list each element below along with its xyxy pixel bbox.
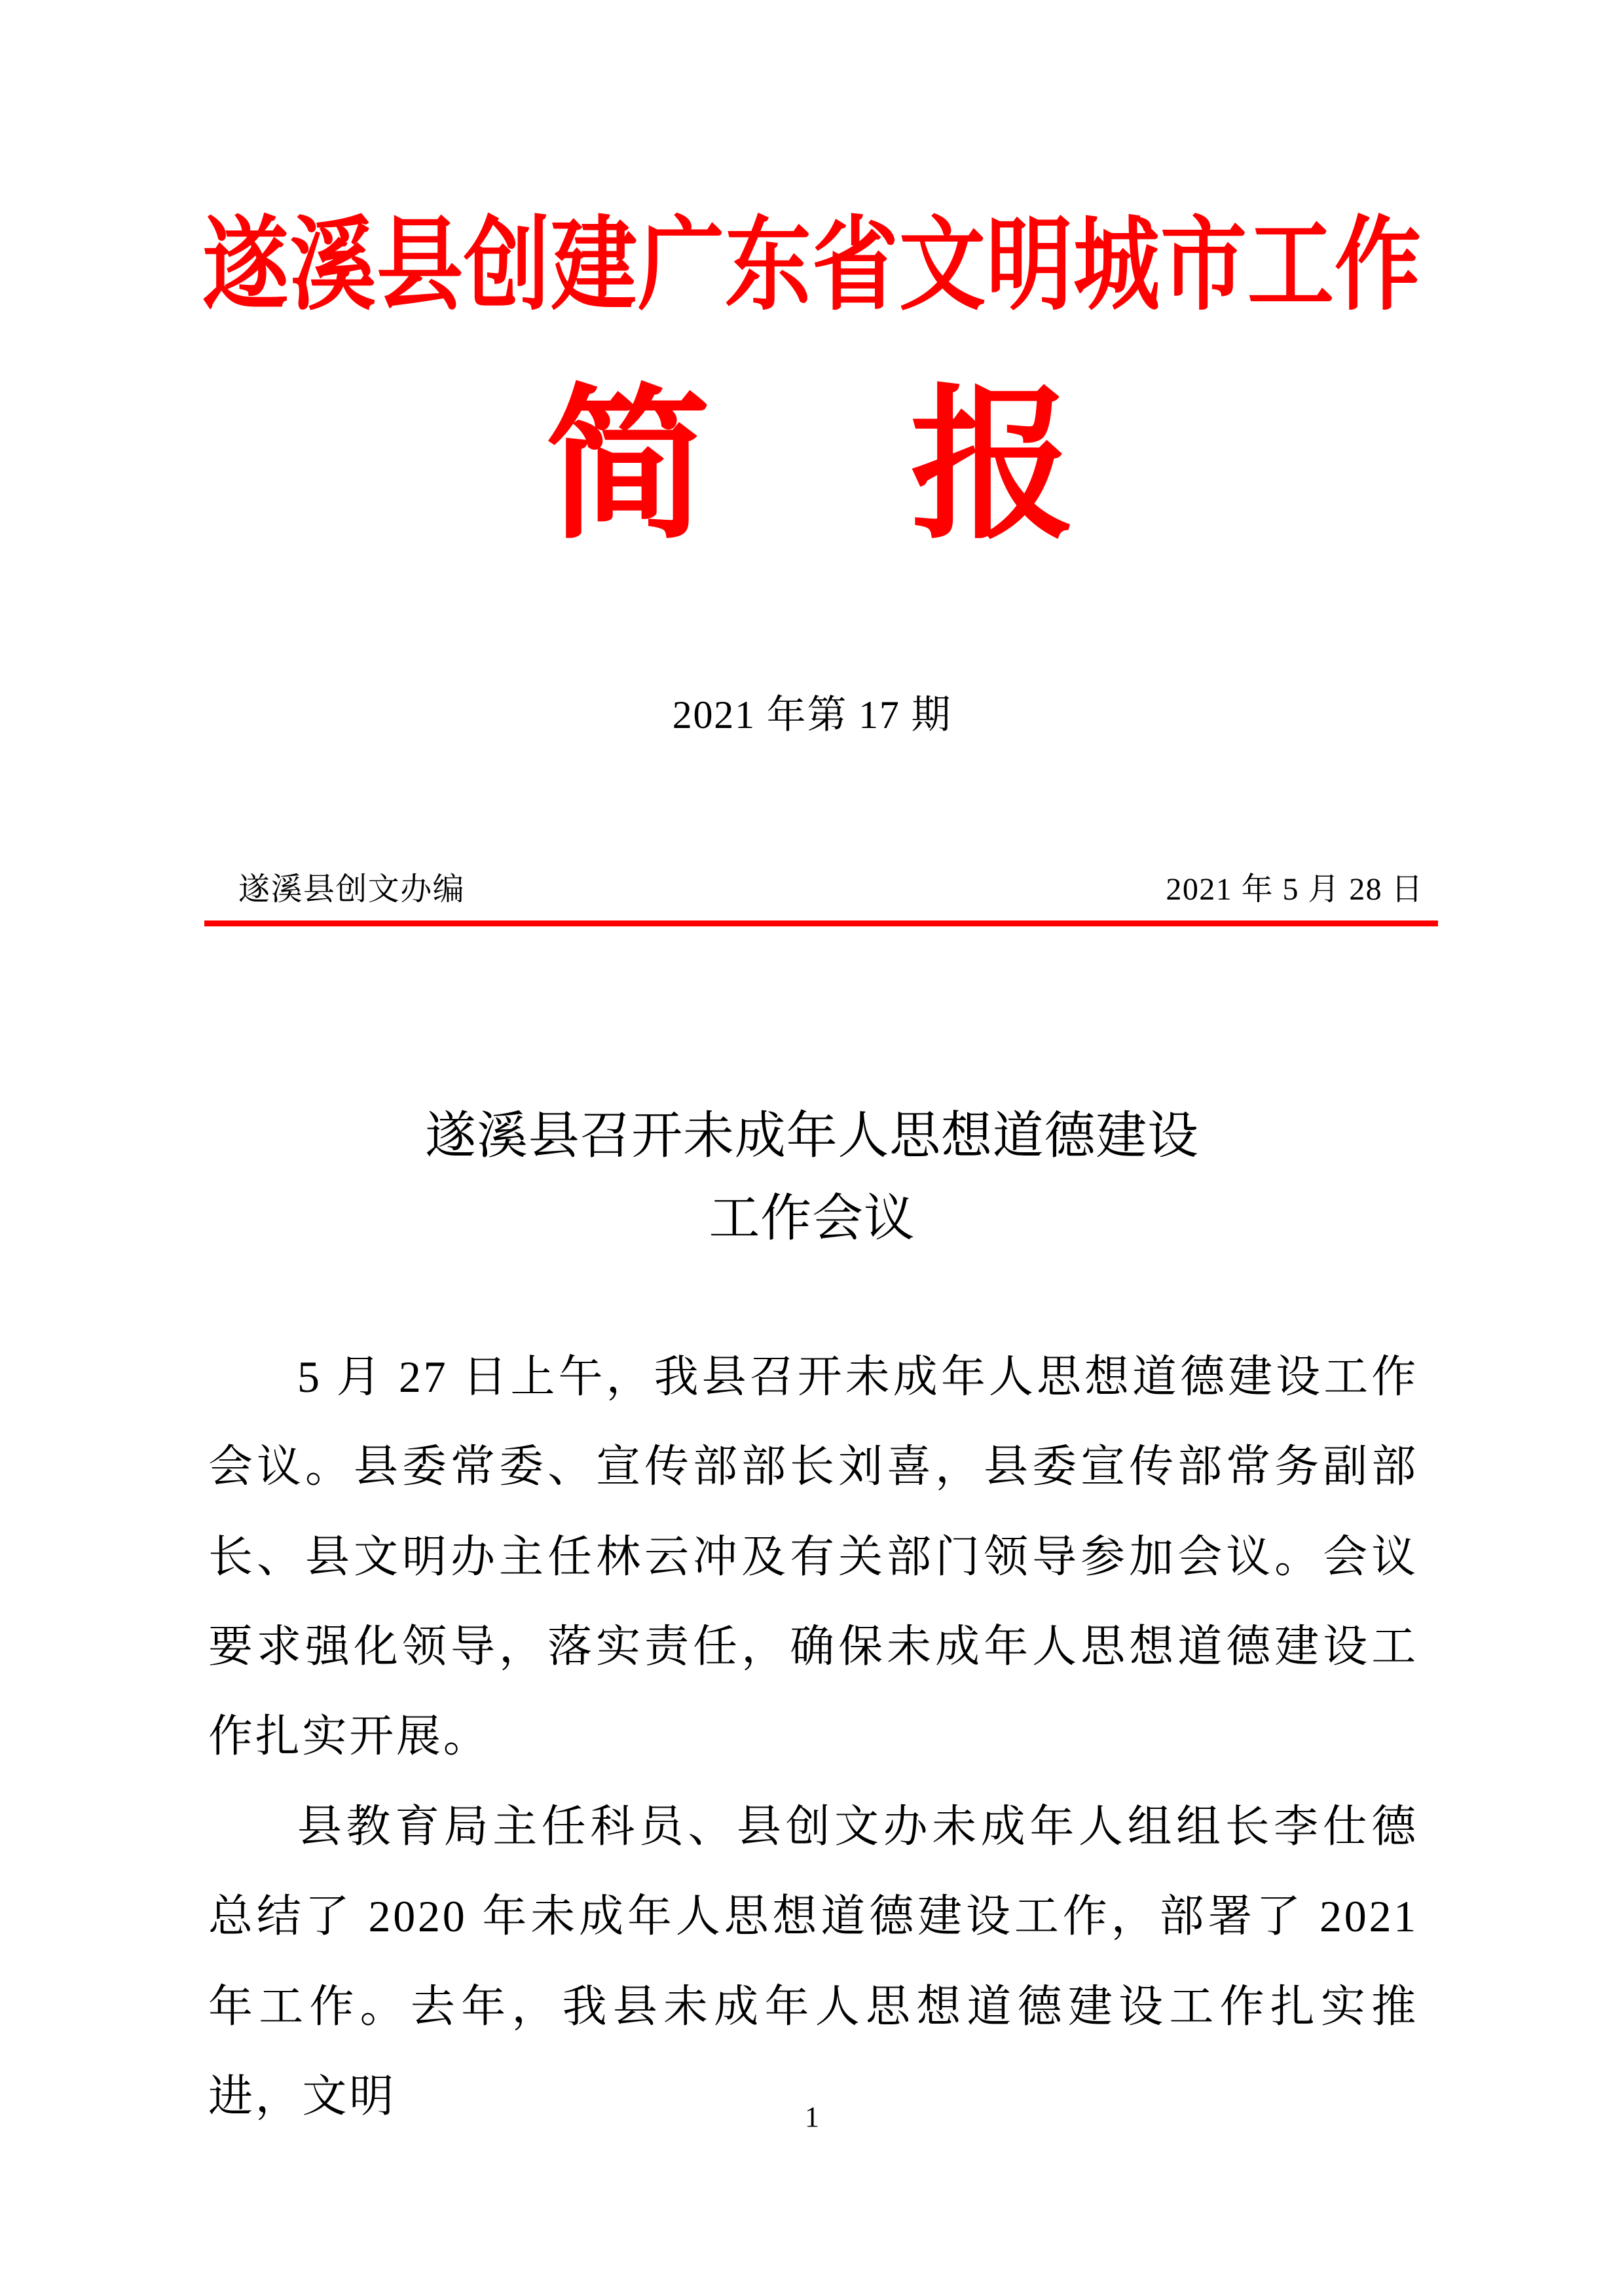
- masthead-wordmark: [0, 367, 1624, 568]
- masthead-red-rule: [204, 920, 1438, 926]
- imprint-date: 2021 年 5 月 28 日: [1166, 872, 1424, 907]
- wordmark-char-first: 简: [545, 375, 714, 558]
- article-heading-line-1: 遂溪县召开未成年人思想道德建设: [425, 1107, 1199, 1164]
- article-body: [208, 1332, 1418, 2141]
- article-heading: [0, 1095, 1624, 1260]
- issue-line: 2021 年第 17 期: [672, 693, 952, 737]
- article-paragraph: 5 月 27 日上午，我县召开未成年人思想道德建设工作会议。县委常委、宣传部部长刘喜，县委宣传部常务副部长、县文明办主任林云冲及有关部门领导参加会议。会议要求强化领导，落实责任，确保未成年人思想道德建设工作扎实开展。: [208, 1352, 1418, 1762]
- wordmark-char-second: 报: [910, 375, 1079, 558]
- imprint-row: [204, 871, 1438, 909]
- page-number: 1: [805, 2101, 819, 2133]
- imprint-editor: 遂溪县创文办编: [238, 872, 466, 907]
- masthead-title: 遂溪县创建广东省文明城市工作: [202, 208, 1422, 322]
- article-heading-line-2: 工作会议: [709, 1190, 915, 1247]
- article-paragraph: 县教育局主任科员、县创文办未成年人组组长李仕德总结了 2020 年未成年人思想道德建设工作，部署了 2021 年工作。去年，我县未成年人思想道德建设工作扎实推进，文明: [208, 1801, 1418, 2121]
